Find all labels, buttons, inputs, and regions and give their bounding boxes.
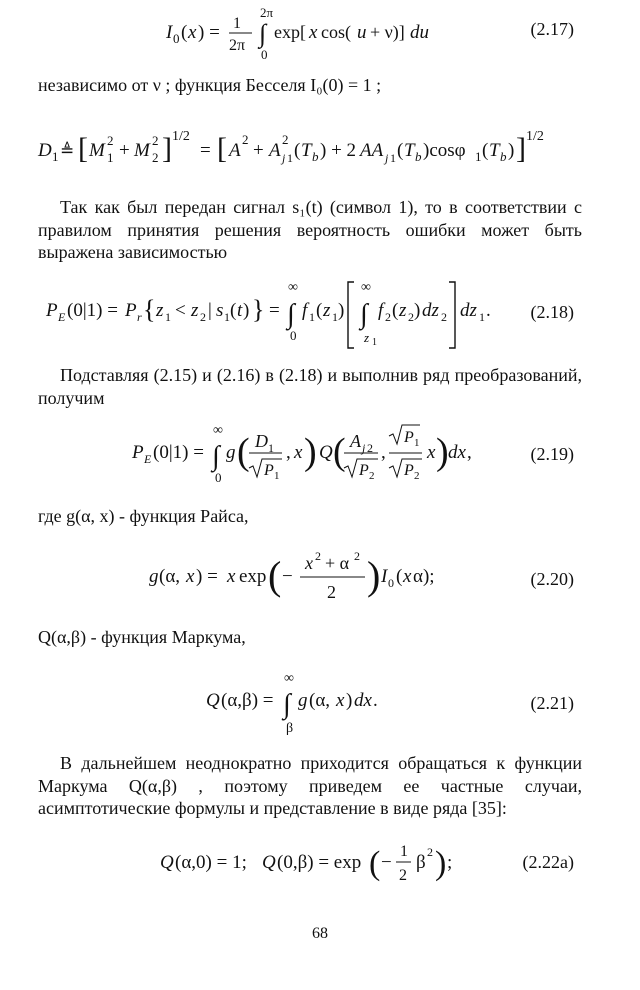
svg-text:du: du: [410, 22, 429, 43]
svg-text:[: [: [217, 132, 227, 165]
svg-text:(: (: [294, 140, 301, 161]
svg-text:): ): [346, 690, 353, 711]
svg-text:): ): [367, 553, 381, 598]
svg-text:β: β: [286, 721, 294, 736]
svg-text:P: P: [359, 462, 369, 479]
svg-text:A: A: [269, 140, 281, 161]
svg-text:|: |: [208, 300, 212, 321]
svg-text:2: 2: [152, 150, 159, 165]
equation-2-22a: [30, 832, 620, 898]
svg-text:Q: Q: [319, 442, 333, 463]
svg-text:) =: ) =: [196, 566, 218, 587]
svg-text:2: 2: [427, 845, 433, 859]
svg-text:(0,β) = exp: (0,β) = exp: [277, 852, 362, 873]
svg-text:t: t: [237, 300, 243, 321]
svg-text:u: u: [357, 22, 367, 43]
svg-text:∫: ∫: [212, 441, 220, 472]
svg-text:(α,: (α,: [159, 566, 181, 587]
svg-text:0: 0: [388, 576, 394, 590]
svg-text:+ ν)]: + ν)]: [370, 22, 405, 42]
svg-text:(α,0) = 1;: (α,0) = 1;: [175, 852, 247, 873]
svg-text:2: 2: [369, 470, 375, 482]
paragraph-rice: где g(α, x) - функция Райса,: [38, 506, 249, 526]
svg-text:=: =: [269, 300, 280, 321]
svg-text:α);: α);: [413, 566, 435, 587]
svg-text:(α,β) =: (α,β) =: [221, 690, 274, 711]
svg-text:1: 1: [475, 149, 482, 164]
svg-text:b: b: [500, 149, 507, 164]
svg-text:,: ,: [467, 442, 472, 463]
svg-text:(0|1) =: (0|1) =: [153, 442, 204, 463]
svg-text:−: −: [381, 852, 392, 873]
svg-text:,: ,: [286, 442, 291, 463]
svg-text:+: +: [119, 140, 130, 161]
svg-text:≜: ≜: [60, 141, 75, 160]
svg-text:∫: ∫: [287, 299, 295, 330]
svg-text:j: j: [385, 151, 389, 165]
equation-2-18: [30, 272, 620, 352]
svg-text:(: (: [369, 845, 381, 882]
svg-text:D: D: [255, 431, 268, 451]
svg-text:x: x: [403, 566, 412, 587]
svg-text:x: x: [309, 22, 318, 43]
svg-text:=: =: [200, 140, 211, 161]
svg-text:T: T: [404, 140, 415, 161]
equation-2-21: [30, 664, 620, 744]
svg-text:0: 0: [261, 47, 268, 62]
svg-text:): ): [243, 300, 250, 321]
svg-text:2: 2: [242, 132, 249, 147]
svg-text:x: x: [427, 442, 436, 463]
svg-text:P: P: [132, 442, 144, 463]
svg-text:D: D: [38, 140, 52, 161]
paragraph-signal: Так как был передан сигнал s₁(t) (символ 1), то в соответствии с правилом принятия решения вероятность ошибки может быть выражена зависимостью: [38, 197, 582, 262]
svg-text:g: g: [298, 690, 308, 711]
svg-text:): ): [508, 140, 515, 161]
svg-text:1/2: 1/2: [172, 129, 190, 144]
svg-text:(: (: [392, 300, 399, 321]
svg-text:0: 0: [173, 31, 180, 46]
svg-text:1: 1: [390, 151, 396, 165]
svg-text:∫: ∫: [259, 19, 267, 48]
svg-text:f: f: [302, 300, 308, 321]
svg-text:2: 2: [385, 310, 391, 324]
svg-text:;: ;: [447, 852, 453, 873]
svg-text:[: [: [78, 132, 88, 165]
svg-text:(: (: [482, 140, 489, 161]
svg-text:2: 2: [441, 310, 447, 324]
paragraph-special-cases: В дальнейшем неоднократно приходится обращаться к функции Маркума Q(α,β) , поэтому приведем ее частные случаи, асимптотические формулы и представление в виде ряда [35]:: [38, 753, 582, 818]
svg-text:2π: 2π: [229, 37, 246, 54]
svg-text:∫: ∫: [360, 299, 368, 330]
equation-number: (2.22a): [522, 852, 574, 872]
svg-text:): ): [435, 845, 447, 882]
svg-text:E: E: [58, 310, 66, 324]
svg-text:cos(: cos(: [321, 22, 351, 42]
svg-text:]: ]: [516, 132, 526, 165]
svg-text:.: .: [373, 690, 378, 711]
svg-text:−: −: [282, 566, 293, 587]
svg-text:Q: Q: [160, 852, 174, 873]
svg-text:2: 2: [107, 133, 114, 148]
svg-text:1/2: 1/2: [526, 129, 544, 144]
svg-text:I: I: [381, 566, 388, 587]
svg-text:z: z: [323, 300, 331, 321]
svg-text:+: +: [253, 140, 264, 161]
svg-text:exp[: exp[: [274, 22, 306, 42]
svg-text:(: (: [181, 22, 188, 43]
svg-text:g: g: [226, 442, 236, 463]
svg-text:2: 2: [315, 549, 321, 563]
svg-text:+ α: + α: [325, 553, 350, 573]
svg-text:z: z: [364, 330, 370, 345]
svg-text:dx: dx: [354, 690, 372, 711]
svg-text:Q: Q: [206, 690, 220, 711]
svg-text:2: 2: [399, 867, 407, 884]
equation-number: (2.17): [530, 19, 574, 39]
svg-text:2: 2: [367, 441, 373, 455]
equation-number: (2.19): [530, 444, 574, 464]
svg-text:dz: dz: [422, 300, 439, 321]
svg-text:2: 2: [414, 470, 420, 482]
svg-text:1: 1: [414, 437, 420, 449]
svg-text:x: x: [188, 22, 197, 43]
svg-text:AA: AA: [360, 140, 384, 161]
equation-2-19: [30, 412, 620, 496]
svg-text:x: x: [336, 690, 345, 711]
svg-text:1: 1: [400, 843, 408, 860]
paragraph-substitution: Подставляя (2.15) и (2.16) в (2.18) и выполнив ряд преобразований, получим: [38, 365, 582, 408]
svg-text:2: 2: [200, 310, 206, 324]
svg-text:(: (: [268, 553, 282, 598]
svg-text:A: A: [350, 431, 361, 451]
svg-text:(: (: [237, 431, 250, 473]
svg-text:exp: exp: [239, 566, 267, 587]
svg-text:P: P: [404, 429, 414, 446]
svg-text:E: E: [144, 452, 152, 466]
svg-text:): ): [436, 431, 449, 473]
svg-text:x: x: [294, 442, 303, 463]
svg-text:1: 1: [233, 15, 241, 32]
svg-text:2: 2: [354, 549, 360, 563]
svg-text:2π: 2π: [260, 5, 274, 20]
svg-text:) + 2: ) + 2: [320, 140, 357, 161]
svg-text:β: β: [416, 852, 426, 873]
svg-text:) =: ) =: [198, 22, 220, 43]
svg-text:x: x: [186, 566, 195, 587]
svg-text:∞: ∞: [213, 423, 223, 438]
svg-text:{: {: [143, 295, 156, 324]
equation-number: (2.21): [530, 693, 574, 713]
svg-text:1: 1: [332, 310, 338, 324]
svg-text:b: b: [312, 149, 319, 164]
svg-text:1: 1: [274, 470, 280, 482]
svg-text:1: 1: [107, 150, 114, 165]
svg-text:.: .: [486, 300, 491, 321]
svg-text:s: s: [216, 300, 224, 321]
svg-text:(: (: [397, 140, 404, 161]
svg-text:I: I: [166, 22, 173, 43]
svg-text:): ): [414, 300, 421, 321]
paragraph-bessel: независимо от ν ; функция Бесселя I₀(0) = 1 ;: [38, 75, 382, 95]
equation-number: (2.20): [530, 569, 574, 589]
svg-text:Q: Q: [262, 852, 276, 873]
svg-text:j: j: [362, 441, 366, 455]
svg-text:∞: ∞: [284, 671, 294, 686]
svg-text:,: ,: [381, 442, 386, 463]
svg-text:1: 1: [372, 337, 377, 348]
equation-2-20: [30, 540, 620, 614]
svg-text:0: 0: [215, 470, 222, 485]
svg-text:(: (: [316, 300, 323, 321]
svg-text:M: M: [134, 140, 150, 161]
page-number: 68: [312, 925, 328, 942]
svg-text:T: T: [301, 140, 312, 161]
equation-2-17: [30, 2, 620, 64]
svg-text:P: P: [125, 300, 137, 321]
svg-text:2: 2: [282, 132, 289, 147]
svg-text:1: 1: [287, 151, 293, 165]
svg-text:b: b: [415, 149, 422, 164]
svg-text:dx: dx: [448, 442, 466, 463]
svg-text:r: r: [137, 310, 142, 324]
svg-text:g: g: [149, 566, 159, 587]
svg-text:z: z: [156, 300, 164, 321]
svg-text:1: 1: [268, 441, 274, 455]
svg-text:1: 1: [165, 310, 171, 324]
svg-text:P: P: [46, 300, 58, 321]
svg-text:2: 2: [408, 310, 414, 324]
svg-text:0: 0: [290, 328, 297, 343]
equation-d1: [30, 116, 620, 178]
svg-text:2: 2: [327, 582, 336, 602]
svg-text:z: z: [399, 300, 407, 321]
svg-text:x: x: [305, 553, 313, 573]
svg-text:(: (: [333, 431, 346, 473]
svg-text:1: 1: [224, 310, 230, 324]
svg-text:∞: ∞: [361, 280, 371, 295]
paragraph-marcum: Q(α,β) - функция Маркума,: [38, 627, 246, 647]
svg-text:P: P: [264, 462, 274, 479]
svg-text:): ): [338, 300, 345, 321]
svg-text:(α,: (α,: [309, 690, 331, 711]
svg-text:]: ]: [162, 132, 172, 165]
svg-text:z: z: [191, 300, 199, 321]
svg-text:∫: ∫: [283, 689, 291, 720]
svg-text:1: 1: [52, 149, 59, 164]
svg-text:)cosφ: )cosφ: [423, 140, 466, 161]
svg-text:M: M: [89, 140, 105, 161]
svg-text:<: <: [175, 300, 186, 321]
svg-text:}: }: [252, 295, 265, 324]
svg-text:∞: ∞: [288, 280, 298, 295]
equation-d1-formula: [30, 116, 620, 178]
svg-text:P: P: [404, 462, 414, 479]
svg-text:dz: dz: [460, 300, 477, 321]
svg-text:j: j: [282, 151, 286, 165]
svg-text:f: f: [378, 300, 384, 321]
svg-text:A: A: [229, 140, 241, 161]
svg-text:(: (: [230, 300, 237, 321]
svg-text:x: x: [227, 566, 236, 587]
svg-text:1: 1: [309, 310, 315, 324]
svg-text:1: 1: [479, 310, 485, 324]
svg-text:2: 2: [152, 133, 159, 148]
svg-text:(: (: [396, 566, 403, 587]
equation-number: (2.18): [530, 302, 574, 322]
svg-text:): ): [304, 431, 317, 473]
svg-text:T: T: [489, 140, 500, 161]
svg-text:(0|1) =: (0|1) =: [67, 300, 118, 321]
